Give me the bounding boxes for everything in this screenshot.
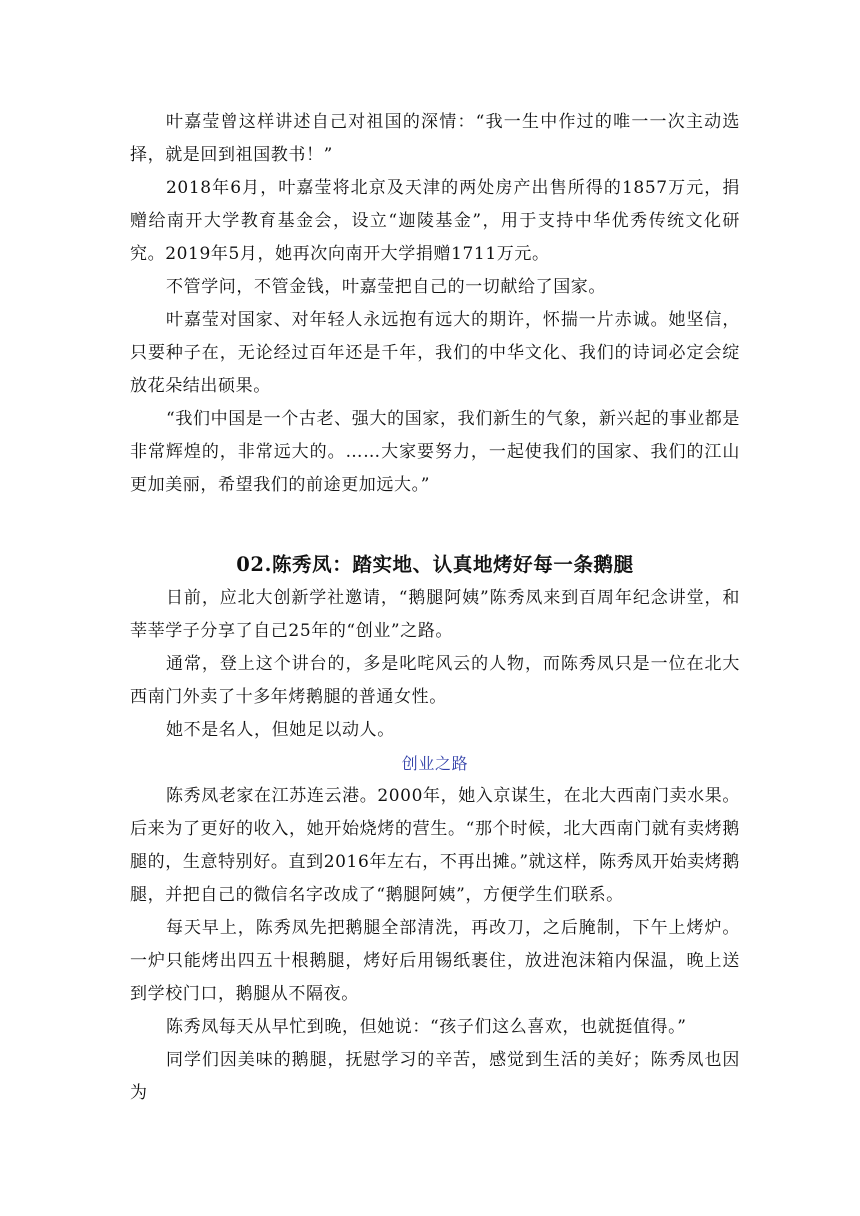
paragraph: 日前，应北大创新学社邀请，“鹅腿阿姨”陈秀凤来到百周年纪念讲堂，和莘莘学子分享了自己25年的“创业”之路。 [130,588,740,641]
paragraph: 同学们因美味的鹅腿，抚慰学习的辛苦，感觉到生活的美好；陈秀凤也因为 [130,1050,740,1103]
paragraph: 2018年6月，叶嘉莹将北京及天津的两处房产出售所得的1857万元，捐赠给南开大学教育基金会，设立“迦陵基金”，用于支持中华优秀传统文化研究。2019年5月，她再次向南开大学捐赠1711万元。 [130,178,740,264]
paragraph: 陈秀凤老家在江苏连云港。2000年，她入京谋生，在北大西南门卖水果。后来为了更好的收入，她开始烧烤的营生。“那个时候，北大西南门就有卖烤鹅腿的，生意特别好。直到2016年左右，不再出摊。”就这样，陈秀凤开始卖烤鹅腿，并把自己的微信名字改成了“鹅腿阿姨”，方便学生们联系。 [130,786,740,905]
paragraph: 每天早上，陈秀凤先把鹅腿全部清洗，再改刀，之后腌制，下午上烤炉。一炉只能烤出四五十根鹅腿，烤好后用锡纸裹住，放进泡沫箱内保温，晚上送到学校门口，鹅腿从不隔夜。 [130,918,740,1004]
section-chen-xiufeng [130,548,740,1110]
paragraph: 叶嘉莹对国家、对年轻人永远抱有远大的期许，怀揣一片赤诚。她坚信，只要种子在，无论经过百年还是千年，我们的中华文化、我们的诗词必定会绽放花朵结出硕果。 [130,310,740,396]
paragraph: 不管学问，不管金钱，叶嘉莹把自己的一切献给了国家。 [166,277,606,297]
paragraph: “我们中国是一个古老、强大的国家，我们新生的气象，新兴起的事业都是非常辉煌的，非常远大的。……大家要努力，一起使我们的国家、我们的江山更加美丽，希望我们的前途更加远大。” [130,409,740,495]
paragraph: 叶嘉莹曾这样讲述自己对祖国的深情：“我一生中作过的唯一一次主动选择，就是回到祖国教书！” [130,112,740,165]
paragraph: 她不是名人，但她足以动人。 [166,720,395,740]
section-ye-jiaying [130,106,740,502]
section-heading: 02.陈秀凤：踏实地、认真地烤好每一条鹅腿 [236,553,634,576]
paragraph: 陈秀凤每天从早忙到晚，但她说：“孩子们这么喜欢，也就挺值得。” [166,1017,687,1037]
paragraph: 通常，登上这个讲台的，多是叱咤风云的人物，而陈秀凤只是一位在北大西南门外卖了十多年烤鹅腿的普通女性。 [130,654,740,707]
subsection-heading: 创业之路 [401,754,469,773]
